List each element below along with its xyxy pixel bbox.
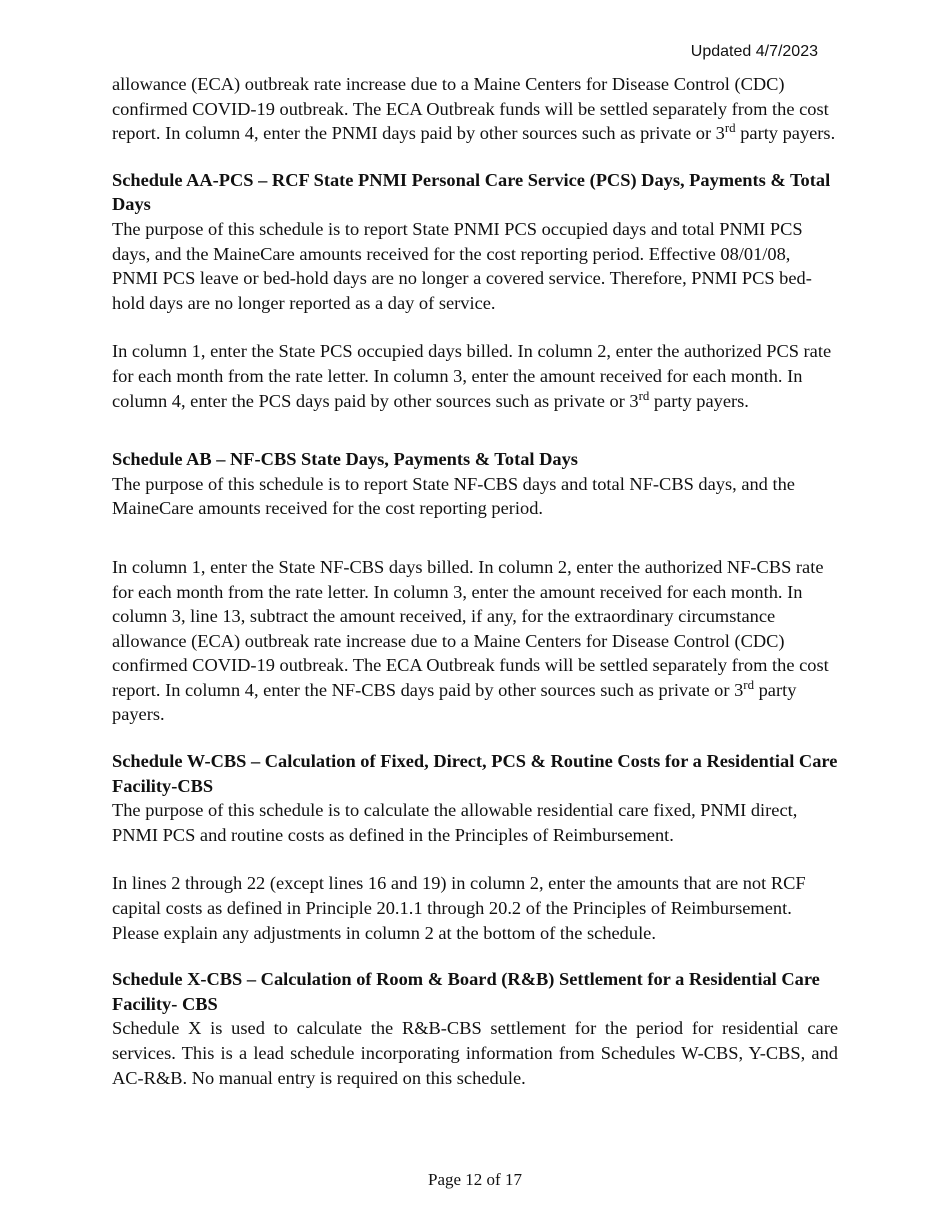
instructions-paragraph-ab [112, 555, 838, 727]
purpose-paragraph-w-cbs: The purpose of this schedule is to calculate the allowable residential care fixed, PNMI direct, PNMI PCS and routine costs as defined in the Principles of Reimbursement. [112, 800, 798, 845]
instructions-text-end: party payers. [112, 679, 797, 725]
instructions-paragraph-w-cbs: In lines 2 through 22 (except lines 16 and 19) in column 2, enter the amounts that are not RCF capital costs as defined in Principle 20.1.1 through 20.2 of the Principles of Reimbursement. Please explain any adjustments in column 2 at the bottom of the schedule. [112, 873, 806, 943]
section-heading-w-cbs: Schedule W-CBS – Calculation of Fixed, Direct, PCS & Routine Costs for a Residential Care Facility-CBS [112, 751, 838, 796]
continuation-text-end: party payers. [735, 123, 836, 144]
section-schedule-x-cbs [112, 967, 838, 1090]
instructions-text: In column 1, enter the State NF-CBS days billed. In column 2, enter the authorized NF-CBS rate for each month from the rate letter. In column 3, enter the amount received for each month. In column 3, line 13, subtract the amount received, if any, for the extraordinary circumstance allowance (ECA) outbreak rate increase due to a Maine Centers for Disease Control (CDC) confirmed COVID-19 outbreak. The ECA Outbreak funds will be settled separately from the cost report. In column 4, enter the NF-CBS days paid by other sources such as private or 3 [112, 556, 829, 700]
superscript-rd: rd [724, 121, 736, 136]
superscript-rd: rd [638, 388, 650, 403]
continuation-text: allowance (ECA) outbreak rate increase due to a Maine Centers for Disease Control (CDC) confirmed COVID-19 outbreak. The ECA Outbreak funds will be settled separately from the cost report. In column 4, enter the PNMI days paid by other sources such as private or 3 [112, 74, 829, 144]
section-schedule-aa-pcs [112, 168, 838, 413]
section-heading-x-cbs: Schedule X-CBS – Calculation of Room & Board (R&B) Settlement for a Residential Care Facility- CBS [112, 969, 820, 1014]
instructions-text-end: party payers. [649, 390, 749, 411]
purpose-paragraph-ab: The purpose of this schedule is to report State NF-CBS days and total NF-CBS days, and the MaineCare amounts received for the cost reporting period. [112, 473, 795, 519]
purpose-paragraph-x-cbs: Schedule X is used to calculate the R&B-CBS settlement for the period for residential care services. This is a lead schedule incorporating information from Schedules W-CBS, Y-CBS, and AC-R&B. No manual entry is required on this schedule. [112, 1018, 838, 1088]
header-updated-date: Updated 4/7/2023 [690, 43, 818, 60]
instructions-text: In column 1, enter the State PCS occupied days billed. In column 2, enter the authorized PCS rate for each month from the rate letter. In column 3, enter the amount received for each month. In column 4, enter the PCS days paid by other sources such as private or 3 [112, 341, 832, 411]
page-number-footer: Page 12 of 17 [428, 1170, 522, 1189]
purpose-paragraph-aa-pcs: The purpose of this schedule is to report State PNMI PCS occupied days and total PNMI PCS days, and the MaineCare amounts received for the cost reporting period. Effective 08/01/08, PNMI PCS leave or bed-hold days are no longer a covered service. Therefore, PNMI PCS bed-hold days are no longer reported as a day of service. [112, 218, 812, 313]
instructions-paragraph-aa-pcs [112, 339, 838, 413]
section-heading-aa-pcs: Schedule AA-PCS – RCF State PNMI Personal Care Service (PCS) Days, Payments & Total Days [112, 169, 831, 215]
continuation-paragraph [112, 72, 838, 146]
section-schedule-w-cbs [112, 749, 838, 945]
section-schedule-ab [112, 447, 838, 727]
document-body [112, 72, 838, 1090]
section-heading-ab: Schedule AB – NF-CBS State Days, Payments & Total Days [112, 449, 578, 470]
superscript-rd: rd [743, 677, 755, 692]
